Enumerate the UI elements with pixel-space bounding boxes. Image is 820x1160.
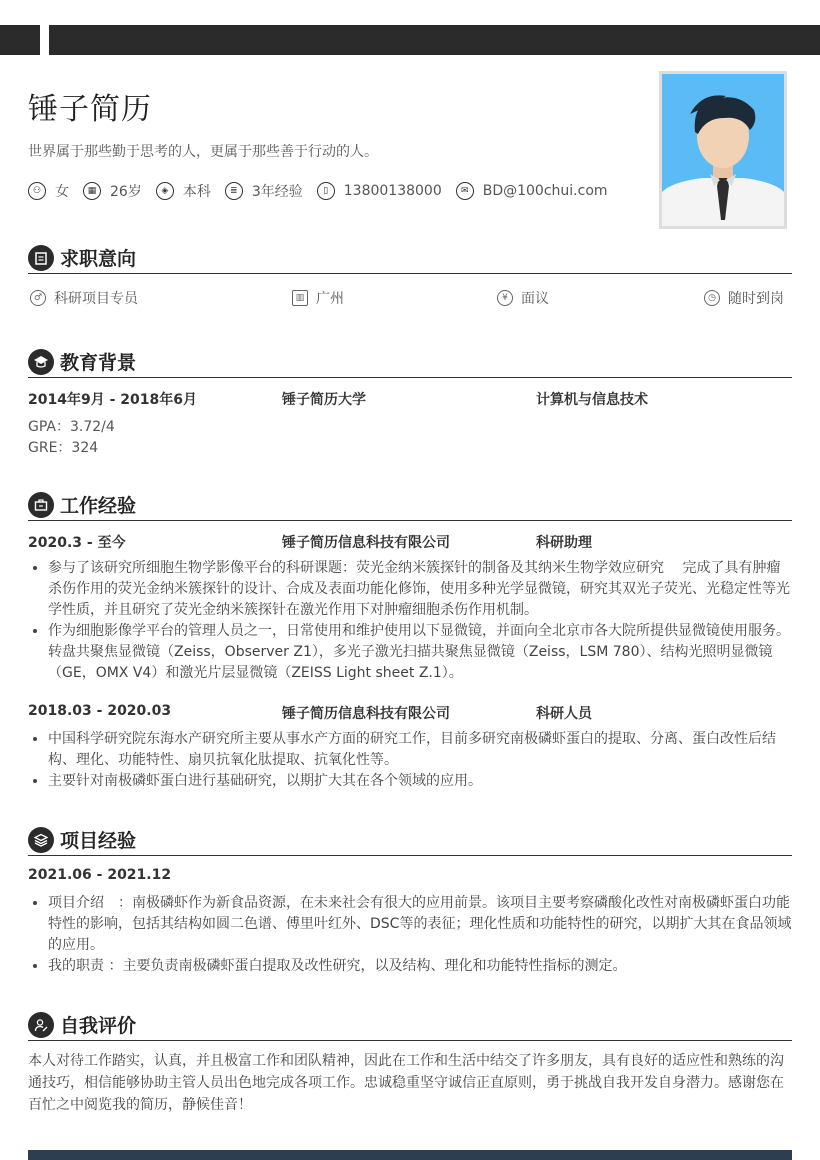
info-email: ✉ BD@100chui.com [456,182,608,200]
job-date: 2020.3 - 至今 [28,535,126,551]
user-edit-icon [28,1012,54,1038]
profile-photo [659,71,787,229]
job-bullets [28,558,792,684]
personal-info [28,181,622,201]
clipboard-icon [28,245,54,271]
section-title: 教育背景 [60,352,137,374]
section-intent-header [28,245,792,274]
list-item: • 我的职责 ：主要负责南极磷虾蛋白提取及改性研究，以及结构、理化和功能特性指标的测定。 [48,956,792,977]
top-bar-right [49,25,820,55]
education-gpa: GPA：3.72/4 [28,419,115,435]
section-title: 求职意向 [60,248,137,270]
resume-name: 锤子简历 [28,92,152,127]
yen-icon: ¥ [497,290,513,306]
graduation-cap-icon: ◈ [156,182,174,200]
education-major: 计算机与信息技术 [536,392,648,408]
project-date: 2021.06 - 2021.12 [28,867,172,883]
intent-salary: ¥ 面议 [497,288,549,308]
job-company: 锤子简历信息科技有限公司 [282,706,450,722]
birthday-cake-icon: ▦ [83,182,101,200]
section-self-header [28,1012,792,1041]
top-bar-left [0,25,40,55]
tie-icon: ♂ [30,290,46,306]
intent-position: ♂ 科研项目专员 [30,288,138,308]
list-item: • 项目介绍 ：南极磷虾作为新食品资源，在未来社会有很大的应用前景。该项目主要考察磷酸化改性对南极磷虾蛋白功能特性的影响，包括其结构如圆二色谱、傅里叶红外、DSC等的表征；理化性质和功能特性的研究，以期扩大其在食品领域的应用。 [48,893,792,956]
list-item: • 主要针对南极磷虾蛋白进行基础研究，以期扩大其在各个领域的应用。 [48,771,792,792]
intent-availability: ◷ 随时到岗 [704,288,784,308]
clock-icon: ◷ [704,290,720,306]
footer-bar [28,1150,792,1160]
job-role: 科研助理 [536,535,592,551]
info-phone: ▯ 13800138000 [317,182,442,200]
job-date: 2018.03 - 2020.03 [28,703,172,719]
section-title: 工作经验 [60,495,137,517]
motto: 世界属于那些勤于思考的人，更属于那些善于行动的人。 [28,144,378,160]
list-item: • 参与了该研究所细胞生物学影像平台的科研课题：荧光金纳米簇探针的制备及其纳米生物学效应研究 完成了具有肿瘤杀伤作用的荧光金纳米簇探针的设计、合成及表面功能化修饰，使用多种光学显微镜，研究其双光子荧光、光稳定性等光学性质，并且研究了荧光金纳米簇探针在激光作用下对肿瘤细胞杀伤作用机制。 [48,558,792,621]
job-role: 科研人员 [536,706,592,722]
work-experience-icon: ≣ [225,182,243,200]
section-title: 项目经验 [60,830,137,852]
info-age: ▦ 26岁 [83,181,142,201]
email-icon: ✉ [456,182,474,200]
education-date: 2014年9月 - 2018年6月 [28,392,197,408]
job-bullets [28,729,792,792]
info-gender: ⚇ 女 [28,181,69,201]
graduation-cap-icon [28,349,54,375]
education-school: 锤子简历大学 [282,392,366,408]
briefcase-icon [28,492,54,518]
education-gre: GRE：324 [28,440,99,456]
section-work-header [28,492,792,521]
section-project-header [28,827,792,856]
section-education-header [28,349,792,378]
intent-city: ▥ 广州 [292,288,344,308]
list-item: • 作为细胞影像学平台的管理人员之一，日常使用和维护使用以下显微镜，并面向全北京市各大院所提供显微镜使用服务。转盘共聚焦显微镜（Zeiss，Observer Z1），多光子激光扫描共聚焦显微镜（Zeiss，LSM 780）、结构光照明显微镜（GE，OMX V4）和激光片层显微镜（ZEISS Light sheet Z.1）。 [48,621,792,684]
building-icon: ▥ [292,290,308,306]
info-degree: ◈ 本科 [156,181,211,201]
job-company: 锤子简历信息科技有限公司 [282,535,450,551]
self-evaluation-text: 本人对待工作踏实，认真，并且极富工作和团队精神，因此在工作和生活中结交了许多朋友，具有良好的适应性和熟练的沟通技巧，相信能够协助主管人员出色地完成各项工作。忠诚稳重坚守诚信正直原则，勇于挑战自我开发自身潜力。感谢您在百忙之中阅览我的简历，静候佳音！ [28,1053,784,1113]
phone-icon: ▯ [317,182,335,200]
layers-icon [28,827,54,853]
project-bullets [28,893,792,977]
info-experience: ≣ 3年经验 [225,181,303,201]
gender-icon: ⚇ [28,182,46,200]
list-item: • 中国科学研究院东海水产研究所主要从事水产方面的研究工作，目前多研究南极磷虾蛋白的提取、分离、蛋白改性后结构、理化、功能特性、扇贝抗氧化肽提取、抗氧化性等。 [48,729,792,771]
section-title: 自我评价 [60,1015,137,1037]
